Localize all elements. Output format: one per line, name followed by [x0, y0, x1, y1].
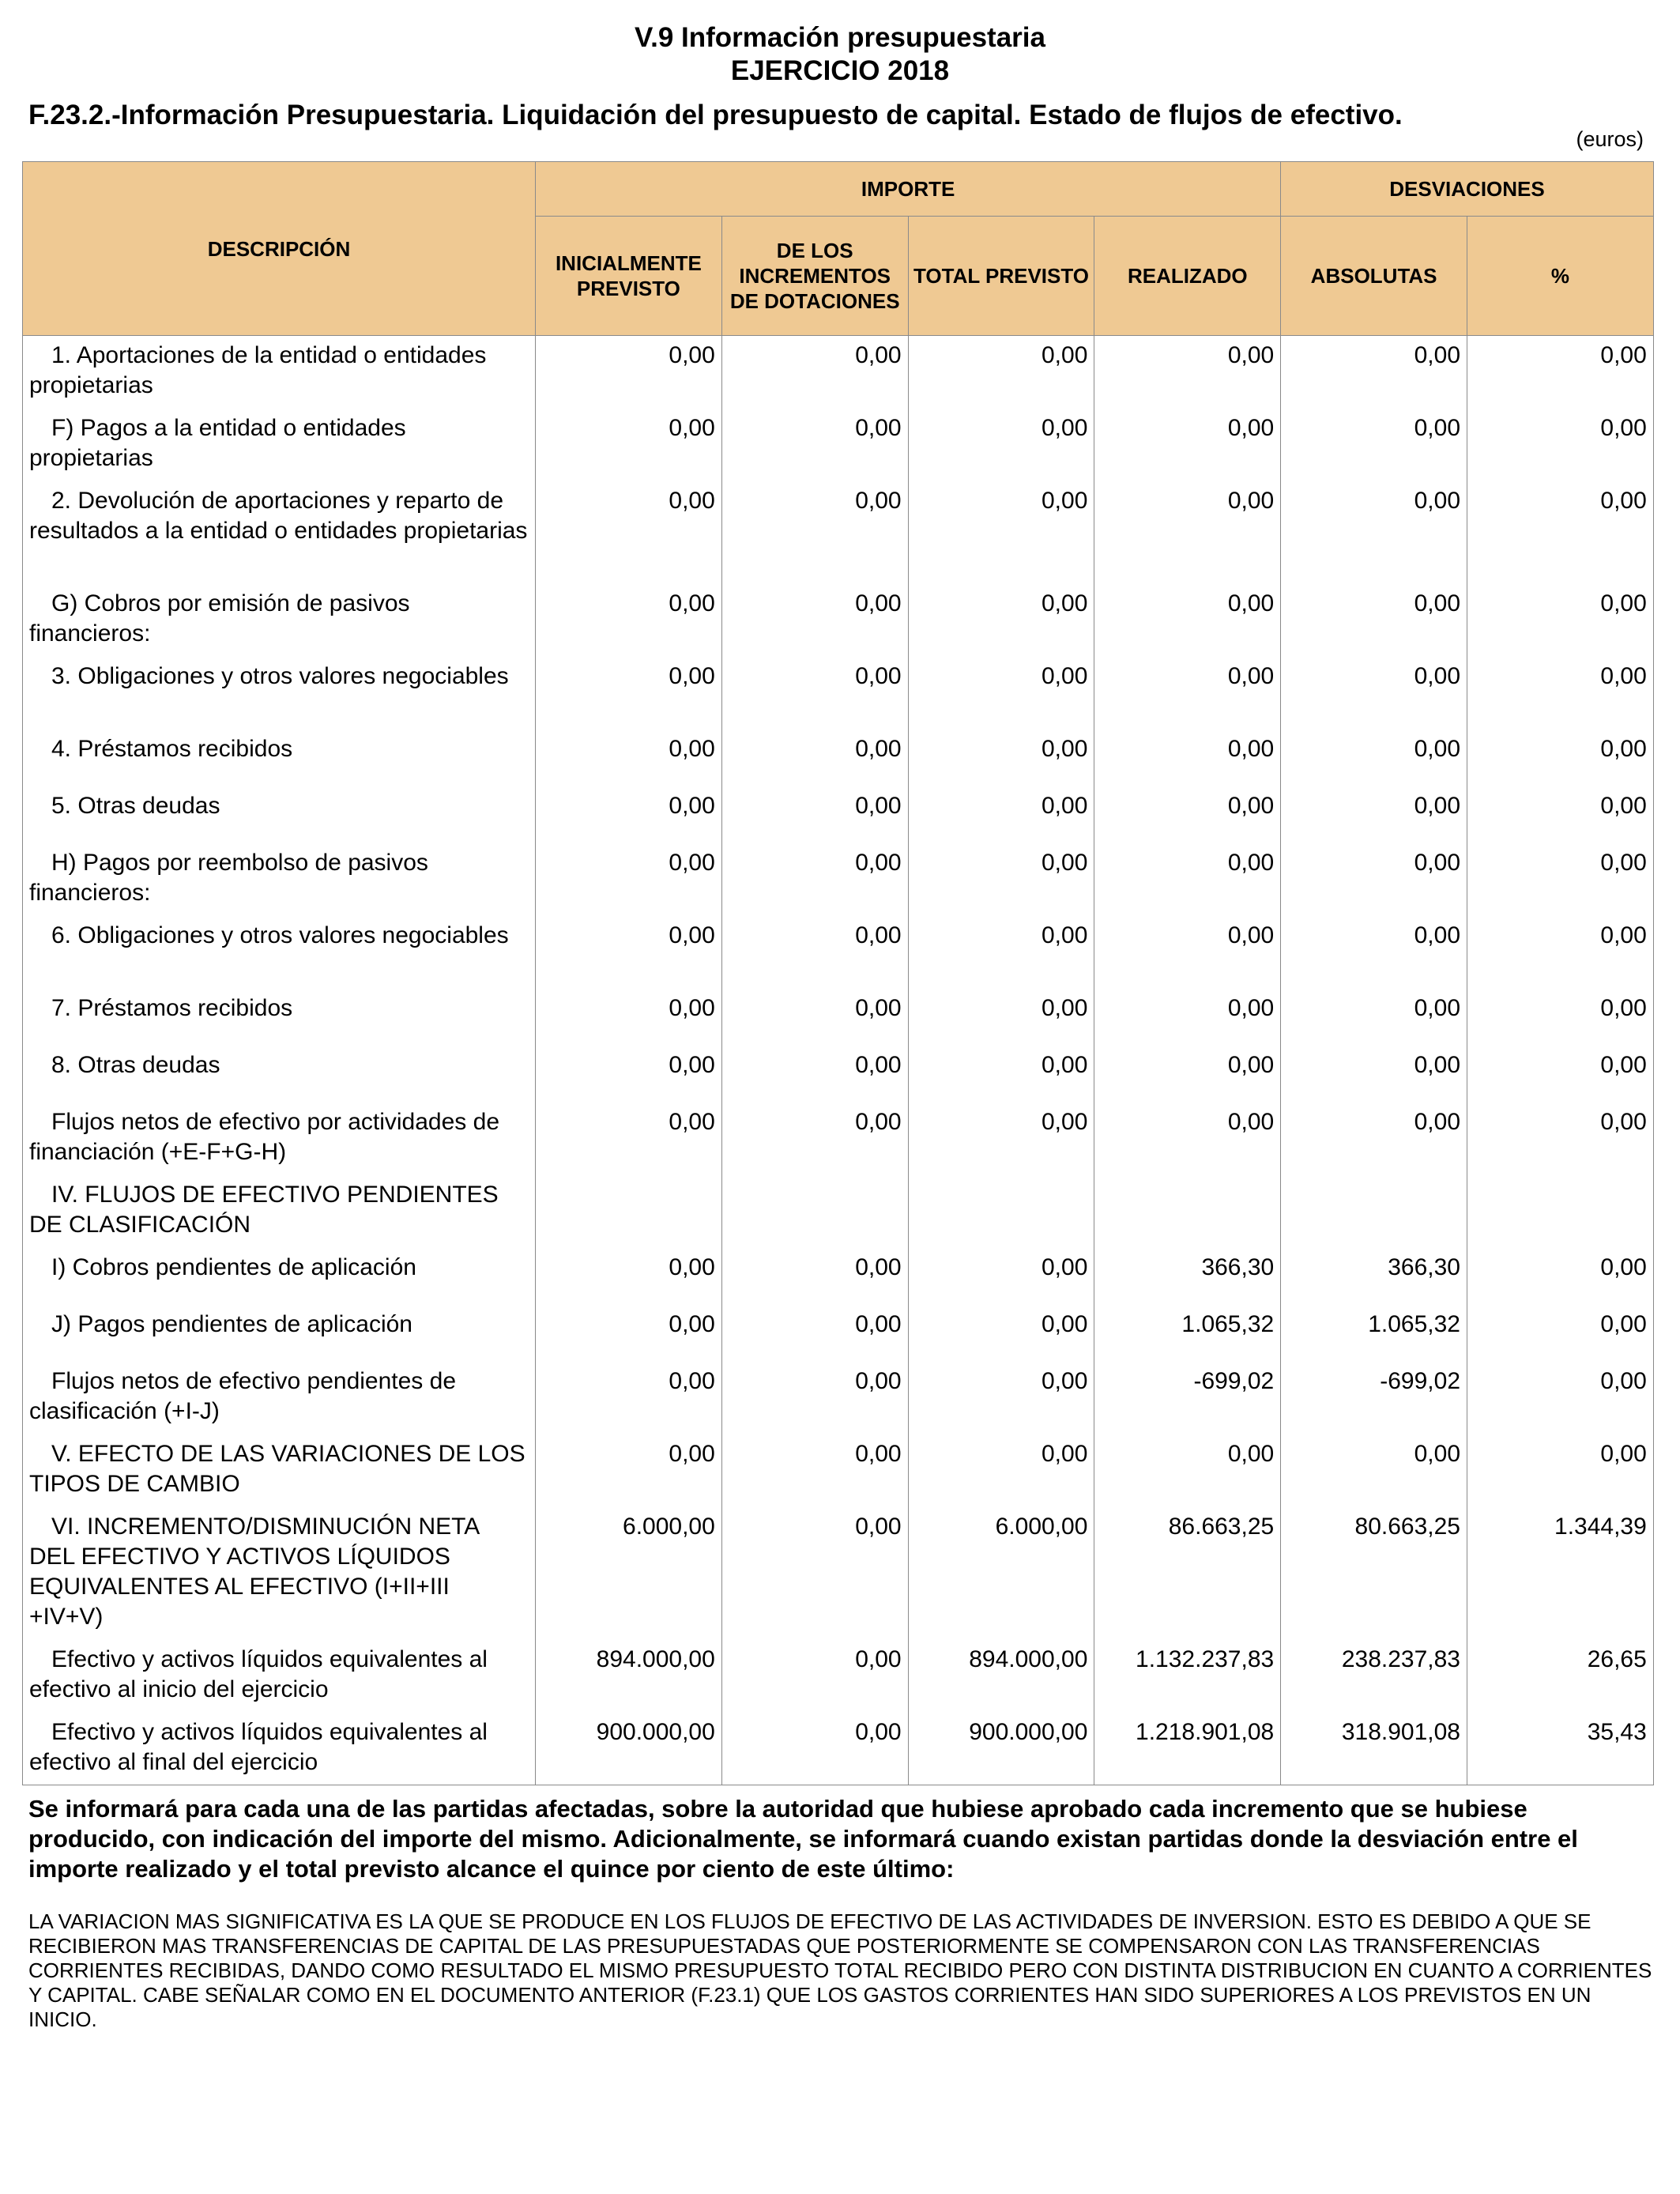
cell-realizado: 0,00 — [1094, 989, 1281, 1046]
cell-realizado: 0,00 — [1094, 336, 1281, 409]
row-description: 8. Otras deudas — [23, 1046, 536, 1103]
cell-inicialmente-previsto: 0,00 — [536, 657, 722, 729]
table-row — [23, 584, 1654, 657]
row-description: 1. Aportaciones de la entidad o entidades propietarias — [23, 336, 536, 409]
row-description: J) Pagos pendientes de aplicación — [23, 1305, 536, 1362]
cell-incrementos: 0,00 — [721, 481, 908, 584]
cell-incrementos: 0,00 — [721, 989, 908, 1046]
header-importe: IMPORTE — [536, 162, 1281, 217]
header-desviaciones: DESVIACIONES — [1281, 162, 1654, 217]
cell-total-previsto: 0,00 — [908, 409, 1094, 481]
cell-realizado: 0,00 — [1094, 843, 1281, 916]
row-description: Efectivo y activos líquidos equivalentes al efectivo al inicio del ejercicio — [23, 1640, 536, 1713]
cell-total-previsto: 0,00 — [908, 1305, 1094, 1362]
cell-incrementos: 0,00 — [721, 1248, 908, 1305]
cell-porcentaje: 0,00 — [1467, 1248, 1654, 1305]
row-description: Flujos netos de efectivo por actividades de financiación (+E-F+G-H) — [23, 1103, 536, 1175]
cell-absolutas: -699,02 — [1281, 1362, 1467, 1434]
cell-porcentaje — [1467, 1175, 1654, 1248]
table-row — [23, 1713, 1654, 1785]
units-label: (euros) — [1576, 127, 1644, 151]
cell-total-previsto: 0,00 — [908, 843, 1094, 916]
header-descripcion: DESCRIPCIÓN — [23, 162, 536, 336]
cell-realizado — [1094, 1175, 1281, 1248]
table-row — [23, 1248, 1654, 1305]
cell-realizado: 0,00 — [1094, 657, 1281, 729]
table-row — [23, 1640, 1654, 1713]
cell-absolutas: 0,00 — [1281, 657, 1467, 729]
cell-absolutas: 318.901,08 — [1281, 1713, 1467, 1785]
cell-inicialmente-previsto: 900.000,00 — [536, 1713, 722, 1785]
header-realizado: REALIZADO — [1094, 217, 1281, 336]
cell-incrementos: 0,00 — [721, 843, 908, 916]
table-row — [23, 1507, 1654, 1640]
row-description: 3. Obligaciones y otros valores negociables — [23, 657, 536, 729]
cell-realizado: 0,00 — [1094, 1046, 1281, 1103]
cell-inicialmente-previsto: 0,00 — [536, 1362, 722, 1434]
table-row — [23, 409, 1654, 481]
row-description: VI. INCREMENTO/DISMINUCIÓN NETA DEL EFECTIVO Y ACTIVOS LÍQUIDOS EQUIVALENTES AL EFECTIVO (I+II+III +IV+V) — [23, 1507, 536, 1640]
cell-total-previsto: 0,00 — [908, 657, 1094, 729]
cell-total-previsto: 0,00 — [908, 989, 1094, 1046]
cell-inicialmente-previsto: 0,00 — [536, 584, 722, 657]
cell-total-previsto: 894.000,00 — [908, 1640, 1094, 1713]
cell-absolutas: 0,00 — [1281, 729, 1467, 786]
cell-realizado: 1.132.237,83 — [1094, 1640, 1281, 1713]
cell-incrementos: 0,00 — [721, 916, 908, 989]
cell-porcentaje: 0,00 — [1467, 916, 1654, 989]
cell-inicialmente-previsto: 0,00 — [536, 1248, 722, 1305]
table-row — [23, 786, 1654, 843]
table-row — [23, 916, 1654, 989]
cell-inicialmente-previsto: 6.000,00 — [536, 1507, 722, 1640]
cell-absolutas: 0,00 — [1281, 336, 1467, 409]
cell-porcentaje: 35,43 — [1467, 1713, 1654, 1785]
cell-inicialmente-previsto — [536, 1175, 722, 1248]
cell-absolutas: 0,00 — [1281, 1434, 1467, 1507]
cell-porcentaje: 0,00 — [1467, 584, 1654, 657]
cell-inicialmente-previsto: 0,00 — [536, 1046, 722, 1103]
cell-realizado: 0,00 — [1094, 1434, 1281, 1507]
header-porcentaje: % — [1467, 217, 1654, 336]
cell-absolutas: 0,00 — [1281, 1046, 1467, 1103]
cell-absolutas: 0,00 — [1281, 409, 1467, 481]
cell-porcentaje: 0,00 — [1467, 843, 1654, 916]
table-row — [23, 1103, 1654, 1175]
budget-table — [22, 161, 1654, 1785]
table-row — [23, 1362, 1654, 1434]
cell-realizado: 0,00 — [1094, 584, 1281, 657]
comment-text: LA VARIACION MAS SIGNIFICATIVA ES LA QUE SE PRODUCE EN LOS FLUJOS DE EFECTIVO DE LAS ACTIVIDADES DE INVERSION. ESTO ES DEBIDO A QUE SE RECIBIERON MAS TRANSFERENCIAS DE CAPITAL DE LAS PRESUPUESTADAS QUE POSTERIORMENTE SE COMPENSARON CON LAS TRANSFERENCIAS CORRIENTES RECIBIDAS, DANDO COMO RESULTADO EL MISMO PRESUPUESTO TOTAL RECIBIDO PERO CON DISTINTA DISTRIBUCION EN CUANTO A CORRIENTES Y CAPITAL. CABE SEÑALAR COMO EN EL DOCUMENTO ANTERIOR (F.23.1) QUE LOS GASTOS CORRIENTES HAN SIDO SUPERIORES A LOS PREVISTOS EN UN INICIO. — [28, 1909, 1652, 2031]
row-description: V. EFECTO DE LAS VARIACIONES DE LOS TIPOS DE CAMBIO — [23, 1434, 536, 1507]
cell-total-previsto: 0,00 — [908, 1046, 1094, 1103]
report-subtitle: F.23.2.-Información Presupuestaria. Liquidación del presupuesto de capital. Estado de flujos de efectivo. — [28, 100, 1403, 130]
cell-absolutas: 80.663,25 — [1281, 1507, 1467, 1640]
header-total-previsto: TOTAL PREVISTO — [908, 217, 1094, 336]
cell-inicialmente-previsto: 0,00 — [536, 1305, 722, 1362]
table-row — [23, 481, 1654, 584]
cell-total-previsto: 0,00 — [908, 1362, 1094, 1434]
cell-porcentaje: 0,00 — [1467, 729, 1654, 786]
table-row — [23, 1046, 1654, 1103]
cell-incrementos — [721, 1175, 908, 1248]
cell-total-previsto: 0,00 — [908, 1434, 1094, 1507]
cell-absolutas: 0,00 — [1281, 481, 1467, 584]
cell-incrementos: 0,00 — [721, 729, 908, 786]
cell-incrementos: 0,00 — [721, 1103, 908, 1175]
header-absolutas: ABSOLUTAS — [1281, 217, 1467, 336]
cell-inicialmente-previsto: 0,00 — [536, 1103, 722, 1175]
row-description: IV. FLUJOS DE EFECTIVO PENDIENTES DE CLASIFICACIÓN — [23, 1175, 536, 1248]
cell-inicialmente-previsto: 0,00 — [536, 843, 722, 916]
exercise-year: EJERCICIO 2018 — [730, 55, 950, 86]
cell-incrementos: 0,00 — [721, 657, 908, 729]
cell-absolutas: 0,00 — [1281, 1103, 1467, 1175]
cell-incrementos: 0,00 — [721, 1046, 908, 1103]
cell-porcentaje: 0,00 — [1467, 1103, 1654, 1175]
cell-absolutas: 0,00 — [1281, 584, 1467, 657]
cell-realizado: 0,00 — [1094, 409, 1281, 481]
row-description: H) Pagos por reembolso de pasivos financieros: — [23, 843, 536, 916]
header-incrementos: DE LOS INCREMENTOS DE DOTACIONES — [721, 217, 908, 336]
cell-realizado: 1.218.901,08 — [1094, 1713, 1281, 1785]
cell-total-previsto — [908, 1175, 1094, 1248]
cell-absolutas: 0,00 — [1281, 843, 1467, 916]
cell-total-previsto: 0,00 — [908, 729, 1094, 786]
cell-porcentaje: 0,00 — [1467, 1434, 1654, 1507]
row-description: 2. Devolución de aportaciones y reparto de resultados a la entidad o entidades propietarias — [23, 481, 536, 584]
page-title: V.9 Información presupuestaria — [635, 22, 1045, 53]
cell-porcentaje: 0,00 — [1467, 481, 1654, 584]
cell-total-previsto: 6.000,00 — [908, 1507, 1094, 1640]
cell-inicialmente-previsto: 0,00 — [536, 409, 722, 481]
row-description: Efectivo y activos líquidos equivalentes al efectivo al final del ejercicio — [23, 1713, 536, 1785]
table-row — [23, 729, 1654, 786]
cell-total-previsto: 0,00 — [908, 481, 1094, 584]
cell-total-previsto: 0,00 — [908, 336, 1094, 409]
cell-incrementos: 0,00 — [721, 1362, 908, 1434]
cell-absolutas: 238.237,83 — [1281, 1640, 1467, 1713]
cell-inicialmente-previsto: 0,00 — [536, 989, 722, 1046]
cell-inicialmente-previsto: 0,00 — [536, 786, 722, 843]
row-description: 7. Préstamos recibidos — [23, 989, 536, 1046]
cell-absolutas — [1281, 1175, 1467, 1248]
cell-total-previsto: 0,00 — [908, 786, 1094, 843]
cell-porcentaje: 0,00 — [1467, 786, 1654, 843]
cell-porcentaje: 1.344,39 — [1467, 1507, 1654, 1640]
cell-absolutas: 366,30 — [1281, 1248, 1467, 1305]
cell-porcentaje: 0,00 — [1467, 1362, 1654, 1434]
row-description: G) Cobros por emisión de pasivos financieros: — [23, 584, 536, 657]
row-description: I) Cobros pendientes de aplicación — [23, 1248, 536, 1305]
table-row — [23, 657, 1654, 729]
cell-realizado: 0,00 — [1094, 481, 1281, 584]
cell-absolutas: 1.065,32 — [1281, 1305, 1467, 1362]
cell-realizado: 0,00 — [1094, 1103, 1281, 1175]
cell-total-previsto: 0,00 — [908, 916, 1094, 989]
cell-porcentaje: 0,00 — [1467, 989, 1654, 1046]
row-description: Flujos netos de efectivo pendientes de clasificación (+I-J) — [23, 1362, 536, 1434]
row-description: 5. Otras deudas — [23, 786, 536, 843]
table-row — [23, 1305, 1654, 1362]
cell-incrementos: 0,00 — [721, 409, 908, 481]
row-description: 6. Obligaciones y otros valores negociables — [23, 916, 536, 989]
cell-absolutas: 0,00 — [1281, 916, 1467, 989]
instruction-note: Se informará para cada una de las partidas afectadas, sobre la autoridad que hubiese aprobado cada incremento que se hubiese producido, con indicación del importe del mismo. Adicionalmente, se informará cuando existan partidas donde la desviación entre el importe realizado y el total previsto alcance el quince por ciento de este último: — [28, 1795, 1578, 1883]
cell-realizado: 86.663,25 — [1094, 1507, 1281, 1640]
cell-incrementos: 0,00 — [721, 1507, 908, 1640]
cell-total-previsto: 0,00 — [908, 1103, 1094, 1175]
cell-incrementos: 0,00 — [721, 1434, 908, 1507]
cell-total-previsto: 0,00 — [908, 584, 1094, 657]
cell-incrementos: 0,00 — [721, 1305, 908, 1362]
cell-realizado: 0,00 — [1094, 786, 1281, 843]
cell-porcentaje: 0,00 — [1467, 657, 1654, 729]
row-description: F) Pagos a la entidad o entidades propietarias — [23, 409, 536, 481]
cell-absolutas: 0,00 — [1281, 989, 1467, 1046]
cell-inicialmente-previsto: 0,00 — [536, 1434, 722, 1507]
table-row — [23, 1434, 1654, 1507]
cell-inicialmente-previsto: 0,00 — [536, 481, 722, 584]
cell-inicialmente-previsto: 0,00 — [536, 336, 722, 409]
cell-incrementos: 0,00 — [721, 786, 908, 843]
row-description: 4. Préstamos recibidos — [23, 729, 536, 786]
cell-porcentaje: 0,00 — [1467, 409, 1654, 481]
table-row — [23, 1175, 1654, 1248]
cell-incrementos: 0,00 — [721, 336, 908, 409]
cell-porcentaje: 0,00 — [1467, 1305, 1654, 1362]
cell-realizado: -699,02 — [1094, 1362, 1281, 1434]
cell-inicialmente-previsto: 0,00 — [536, 729, 722, 786]
cell-porcentaje: 0,00 — [1467, 336, 1654, 409]
cell-inicialmente-previsto: 894.000,00 — [536, 1640, 722, 1713]
cell-incrementos: 0,00 — [721, 584, 908, 657]
cell-incrementos: 0,00 — [721, 1640, 908, 1713]
cell-porcentaje: 26,65 — [1467, 1640, 1654, 1713]
cell-realizado: 0,00 — [1094, 916, 1281, 989]
budget-table-body — [23, 336, 1654, 1785]
cell-total-previsto: 900.000,00 — [908, 1713, 1094, 1785]
cell-incrementos: 0,00 — [721, 1713, 908, 1785]
table-row — [23, 843, 1654, 916]
table-row — [23, 989, 1654, 1046]
cell-porcentaje: 0,00 — [1467, 1046, 1654, 1103]
cell-inicialmente-previsto: 0,00 — [536, 916, 722, 989]
table-row — [23, 336, 1654, 409]
header-inicialmente-previsto: INICIALMENTE PREVISTO — [536, 217, 722, 336]
cell-total-previsto: 0,00 — [908, 1248, 1094, 1305]
cell-realizado: 0,00 — [1094, 729, 1281, 786]
cell-realizado: 366,30 — [1094, 1248, 1281, 1305]
cell-realizado: 1.065,32 — [1094, 1305, 1281, 1362]
cell-absolutas: 0,00 — [1281, 786, 1467, 843]
